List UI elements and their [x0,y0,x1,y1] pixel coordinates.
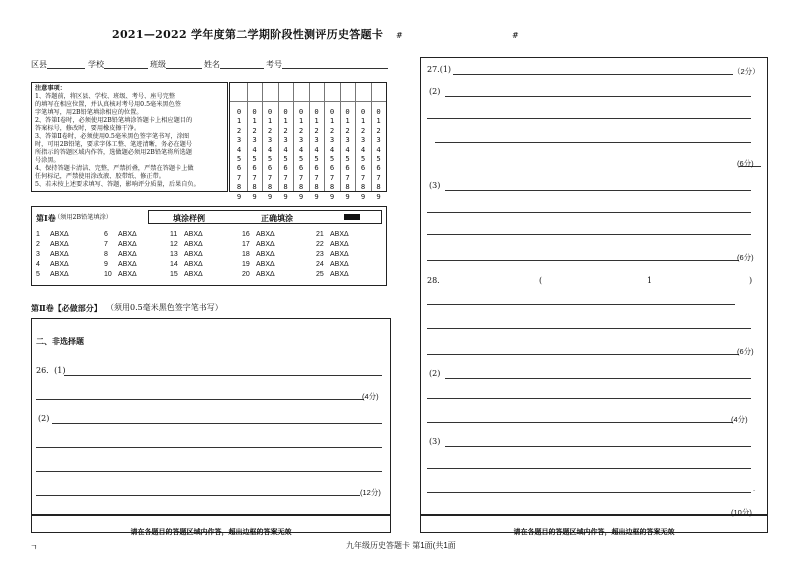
q26-answer-line[interactable] [36,495,360,496]
id-digit-bubble[interactable]: 3 [345,135,350,145]
id-digit-bubble[interactable]: 8 [376,182,381,192]
field-input-district[interactable] [47,68,85,69]
choice-item[interactable] [104,241,137,248]
field-input-school[interactable] [104,68,148,69]
choice-options[interactable]: ABXΔ [256,231,275,238]
choice-options[interactable]: ABXΔ [118,261,137,268]
id-column-divider [371,83,372,191]
id-digit-bubble[interactable]: 9 [252,191,257,201]
id-digit-bubble[interactable]: 2 [298,125,304,135]
choice-number: 13 [170,251,178,258]
choice-options[interactable]: ABXΔ [256,271,275,278]
choice-options[interactable]: ABXΔ [118,251,137,258]
choice-item[interactable] [242,251,275,258]
id-digit-bubble[interactable]: 9 [360,191,366,201]
id-digit-column[interactable] [310,107,324,201]
id-digit-bubble[interactable]: 9 [376,191,381,201]
id-digit-bubble[interactable]: 2 [376,125,381,135]
q26-answer-line[interactable] [52,423,382,424]
choice-options[interactable]: ABXΔ [330,261,349,268]
notes-line: 4、保持答题卡清洁、完整，严禁折叠，严禁在答题卡上做 [35,165,194,172]
id-digit-bubble[interactable]: 0 [267,107,273,116]
id-digit-bubble[interactable]: 2 [267,125,273,135]
id-digit-bubble[interactable]: 4 [298,144,304,154]
id-digit-bubble[interactable]: 3 [252,135,257,145]
id-digit-bubble[interactable]: 5 [298,154,304,164]
id-column-divider [309,83,310,191]
correct-fill-label: 正确填涂 [261,213,293,223]
id-digit-bubble[interactable]: 6 [376,163,381,173]
id-digit-bubble[interactable]: 5 [252,154,257,164]
q26-answer-line[interactable] [36,447,382,448]
notes-line: 字笔填写，用2B铅笔填涂相应的位置。 [35,109,143,116]
q26-score2: (12分) [360,488,381,497]
id-digit-bubble[interactable]: 7 [236,172,242,182]
notes-line: 时，可用2B铅笔，要求字体工整、笔迹清晰，务必在题号 [35,141,192,148]
field-label-name: 姓名 [204,60,220,69]
q28-answer-line[interactable] [427,354,739,355]
q27-score1: （2分） [733,67,760,76]
id-digit-bubble[interactable]: 0 [283,107,288,116]
field-label-school: 学校 [88,60,104,69]
choice-item[interactable] [316,231,349,238]
notes-line: 的填写在相应位置，并认真核对考号用0.5毫米黑色签 [35,101,181,108]
choice-options[interactable]: ABXΔ [184,231,203,238]
choice-number: 19 [242,261,250,268]
id-digit-bubble[interactable]: 9 [267,191,273,201]
id-digit-bubble[interactable]: 7 [314,172,319,182]
q27-answer-line[interactable] [445,190,751,191]
id-digit-bubble[interactable]: 9 [345,191,350,201]
choice-item[interactable] [316,241,349,248]
field-input-class[interactable] [166,68,202,69]
choice-options[interactable]: ABXΔ [330,241,349,248]
id-digit-bubble[interactable]: 6 [252,163,257,173]
id-digit-bubble[interactable]: 3 [267,135,273,145]
page-footer: 九年级历史答题卡 第1面(共1面 [346,541,456,550]
id-digit-bubble[interactable]: 8 [252,182,257,192]
choice-item[interactable] [36,251,69,258]
id-digit-bubble[interactable]: 5 [329,154,335,164]
id-digit-bubble[interactable]: 4 [329,144,335,154]
choice-number: 6 [104,231,108,238]
id-digit-bubble[interactable]: 3 [236,135,242,145]
id-digit-bubble[interactable]: 6 [298,163,304,173]
id-digit-bubble[interactable]: 3 [376,135,381,145]
notes-line: 5、若未按上述要求填写、答题，影响评分质量，后果自负。 [35,181,200,188]
id-digit-bubble[interactable]: 3 [360,135,366,145]
q28-score-a: (6分) [737,347,754,356]
q28-part-number: 1 [647,276,653,285]
id-column-divider [340,83,341,191]
section2-subtitle: （须用0.5毫米黑色签字笔书写） [106,303,223,312]
id-digit-bubble[interactable]: 2 [236,125,242,135]
choice-options[interactable]: ABXΔ [184,261,203,268]
choice-item[interactable] [170,251,203,258]
q27-answer-line[interactable] [427,260,739,261]
id-digit-bubble[interactable]: 8 [236,182,242,192]
id-digit-column[interactable] [279,107,293,201]
id-digit-bubble[interactable]: 0 [298,107,304,116]
choice-number: 18 [242,251,250,258]
id-digit-bubble[interactable]: 6 [314,163,319,173]
id-digit-bubble[interactable]: 8 [360,182,366,192]
id-digit-bubble[interactable]: 0 [329,107,335,116]
choice-number: 3 [36,251,40,258]
id-digit-bubble[interactable]: 5 [267,154,273,164]
q28-dot: . [753,484,756,493]
choice-number: 2 [36,241,40,248]
id-digit-bubble[interactable]: 9 [298,191,304,201]
choice-number: 14 [170,261,178,268]
id-digit-bubble[interactable]: 9 [283,191,288,201]
id-digit-bubble[interactable]: 7 [376,172,381,182]
choice-options[interactable]: ABXΔ [256,241,275,248]
field-label-class: 班级 [150,60,166,69]
notes-line: 号涂黑。 [35,157,60,164]
choice-number: 12 [170,241,178,248]
choice-item[interactable] [242,271,275,278]
choice-number: 21 [316,231,324,238]
id-digit-bubble[interactable]: 7 [329,172,335,182]
choice-item[interactable] [104,261,137,268]
page-title: 2021—2022 学年度第二学期阶段性测评历史答题卡 [112,28,384,41]
id-digit-bubble[interactable]: 3 [283,135,288,145]
choice-item[interactable] [36,231,69,238]
id-digit-bubble[interactable]: 7 [267,172,273,182]
id-digit-bubble[interactable]: 4 [376,144,381,154]
field-label-exam-no: 考号 [266,60,282,69]
id-digit-bubble[interactable]: 2 [329,125,335,135]
choice-number: 7 [104,241,108,248]
id-digit-bubble[interactable]: 6 [360,163,366,173]
q27-score3: (6分) [737,253,754,262]
id-digit-bubble[interactable]: 8 [329,182,335,192]
id-digit-bubble[interactable]: 3 [298,135,304,145]
id-digit-bubble[interactable]: 6 [283,163,288,173]
id-digit-bubble[interactable]: 1 [283,116,288,126]
choice-item[interactable] [316,261,349,268]
id-column-divider [262,83,263,191]
choice-number: 1 [36,231,40,238]
notes-heading: 注意事项： [35,85,66,92]
choice-item[interactable] [316,251,349,258]
q27-part3-label: (3) [429,181,441,190]
id-digit-bubble[interactable]: 5 [360,154,366,164]
left-footer-warning: 请在各题目的答题区域内作答，超出边框的答案无效 [130,529,292,536]
q27-answer-line[interactable] [427,118,751,119]
id-digit-bubble[interactable]: 5 [283,154,288,164]
id-bubble-grid [229,82,387,201]
id-digit-bubble[interactable]: 7 [283,172,288,182]
q28-answer-line[interactable] [427,304,735,305]
id-digit-column[interactable] [341,107,355,201]
choice-item[interactable] [316,271,349,278]
left-footer-box [31,515,391,536]
q27-part2-label: (2) [429,87,441,96]
q28-answer-line[interactable] [427,468,751,469]
q28-answer-line[interactable] [427,422,733,423]
q27-score2: (6分) [737,159,754,168]
choice-options[interactable]: ABXΔ [50,241,69,248]
q28-answer-line[interactable] [427,328,751,329]
field-input-exam-no[interactable] [282,68,388,69]
id-digit-bubble[interactable]: 8 [298,182,304,192]
notes-line: 2、答第Ⅰ卷时，必须使用2B铅笔填涂答题卡上相应题目的 [35,117,193,124]
q28-answer-line[interactable] [427,398,751,399]
id-digit-bubble[interactable]: 1 [376,116,381,126]
id-digit-bubble[interactable]: 7 [360,172,366,182]
id-digit-bubble[interactable]: 3 [314,135,319,145]
id-digit-bubble[interactable]: 4 [236,144,242,154]
choice-item[interactable] [104,251,137,258]
corner-mark: ㄱ [30,543,38,552]
id-digit-bubble[interactable]: 2 [360,125,366,135]
choice-number: 16 [242,231,250,238]
id-digit-bubble[interactable]: 4 [314,144,319,154]
notes-line: 所指示的答题区域内作答，选做题必须用2B铅笔将所选题 [35,149,192,156]
id-digit-bubble[interactable]: 1 [345,116,350,126]
choice-options[interactable]: ABXΔ [184,251,203,258]
field-input-name[interactable] [220,68,264,69]
choice-options[interactable]: ABXΔ [50,271,69,278]
id-digit-bubble[interactable]: 2 [314,125,319,135]
choice-options[interactable]: ABXΔ [330,271,349,278]
id-digit-bubble[interactable]: 7 [345,172,350,182]
field-label-district: 区县 [31,60,47,69]
choice-number: 23 [316,251,324,258]
section2-answer-box [31,318,391,515]
id-digit-bubble[interactable]: 8 [283,182,288,192]
q28-part3-label: (3) [429,437,441,446]
id-digit-column[interactable] [232,107,246,201]
choice-options[interactable]: ABXΔ [184,241,203,248]
choice-number: 9 [104,261,108,268]
id-digit-bubble[interactable]: 8 [345,182,350,192]
id-digit-bubble[interactable]: 1 [329,116,335,126]
choice-item[interactable] [170,261,203,268]
id-digit-bubble[interactable]: 1 [360,116,366,126]
choice-number: 8 [104,251,108,258]
id-digit-column[interactable] [294,107,308,201]
id-column-divider [324,83,325,191]
right-answer-box [420,57,768,515]
notes-line: 任何标记，严禁使用涂改液、胶带纸、修正带。 [35,173,165,180]
id-column-divider [278,83,279,191]
id-digit-bubble[interactable]: 6 [345,163,350,173]
id-digit-bubble[interactable]: 0 [236,107,242,116]
choice-item[interactable] [242,241,275,248]
id-column-divider [355,83,356,191]
choice-item[interactable] [36,261,69,268]
choice-number: 17 [242,241,250,248]
q27-answer-line[interactable] [435,142,751,143]
q27-answer-line[interactable] [453,74,733,75]
id-digit-bubble[interactable]: 4 [252,144,257,154]
id-digit-column[interactable] [356,107,370,201]
section1-title: 第Ⅰ卷 [36,213,56,223]
id-digit-bubble[interactable]: 1 [267,116,273,126]
q28-label: 28. [427,276,440,285]
q28-part2-label: (2) [429,369,441,378]
id-digit-column[interactable] [372,107,386,201]
q26-part1-label: 26．(1) [36,366,66,375]
id-digit-bubble[interactable]: 9 [236,191,242,201]
choice-item[interactable] [170,241,203,248]
choice-options[interactable]: ABXΔ [118,231,137,238]
section1-subtitle: （须用2B铅笔填涂） [54,214,112,221]
q27-answer-line[interactable] [427,212,751,213]
notes-box [31,82,228,192]
q28-answer-line[interactable] [445,446,751,447]
notes-line: 1、答题前，将区县、学校、班级、考号、座号完整 [35,93,176,100]
choice-item[interactable] [104,271,137,278]
notes-line: 答案标号，修改时，要用橡皮擦干净。 [35,125,141,132]
choice-item[interactable] [170,271,203,278]
id-digit-bubble[interactable]: 3 [329,135,335,145]
id-digit-bubble[interactable]: 4 [345,144,350,154]
choice-item[interactable] [242,231,275,238]
id-digit-bubble[interactable]: 1 [298,116,304,126]
id-digit-bubble[interactable]: 5 [236,154,242,164]
choice-options[interactable]: ABXΔ [330,251,349,258]
q28-score3: (10分) [731,508,752,517]
id-digit-bubble[interactable]: 6 [267,163,273,173]
section2-subheading: 二、非选择题 [36,336,84,346]
id-digit-bubble[interactable]: 9 [314,191,319,201]
id-digit-bubble[interactable]: 7 [252,172,257,182]
id-digit-bubble[interactable]: 1 [314,116,319,126]
q26-part2-label: (2) [38,414,50,423]
choice-options[interactable]: ABXΔ [118,241,137,248]
choice-number: 10 [104,271,112,278]
choice-options[interactable]: ABXΔ [184,271,203,278]
choice-number: 20 [242,271,250,278]
id-digit-bubble[interactable]: 6 [329,163,335,173]
id-digit-bubble[interactable]: 8 [267,182,273,192]
choice-item[interactable] [36,271,69,278]
id-column-divider [247,83,248,191]
id-column-divider [293,83,294,191]
q28-paren-right: ) [749,276,753,285]
choice-number: 15 [170,271,178,278]
q26-answer-line[interactable] [36,399,364,400]
choice-number: 5 [36,271,40,278]
q26-answer-line[interactable] [64,375,382,376]
choice-number: 22 [316,241,324,248]
section2-title: 第Ⅱ卷【必做部分】 [31,303,102,313]
hash-mark-right: # [512,31,519,40]
id-digit-bubble[interactable]: 2 [252,125,257,135]
choice-options[interactable]: ABXΔ [256,261,275,268]
choice-number: 24 [316,261,324,268]
q28-paren-left: ( [539,276,543,285]
id-digit-bubble[interactable]: 0 [314,107,319,116]
choice-item[interactable] [104,231,137,238]
q28-answer-line[interactable] [427,492,751,493]
choice-number: 11 [170,231,178,238]
choice-item[interactable] [242,261,275,268]
choice-item[interactable] [170,231,203,238]
choice-options[interactable]: ABXΔ [256,251,275,258]
id-digit-column[interactable] [248,107,262,201]
id-digit-bubble[interactable]: 4 [360,144,366,154]
choice-item[interactable] [36,241,69,248]
id-digit-bubble[interactable]: 0 [360,107,366,116]
choice-number: 25 [316,271,324,278]
id-digit-bubble[interactable]: 4 [267,144,273,154]
id-digit-bubble[interactable]: 2 [283,125,288,135]
choice-options[interactable]: ABXΔ [118,271,137,278]
choice-options[interactable]: ABXΔ [330,231,349,238]
q27-answer-line[interactable] [445,96,751,97]
id-digit-bubble[interactable]: 4 [283,144,288,154]
q28-answer-line[interactable] [445,378,751,379]
hash-mark-left: # [396,31,403,40]
right-footer-box [420,515,768,536]
q27-part1-label: 27.(1) [427,65,452,74]
q26-score1: (4分) [362,392,379,401]
id-digit-bubble[interactable]: 5 [345,154,350,164]
id-digit-bubble[interactable]: 1 [236,116,242,126]
right-footer-warning: 请在各题目的答题区域内作答，超出边框的答案无效 [513,529,675,536]
q28-score2: (4分) [731,415,748,424]
q26-answer-line[interactable] [36,471,382,472]
notes-line: 3、答第Ⅱ卷时，必须使用0.5毫米黑色签字笔书写，涂图 [35,133,190,140]
id-digit-column[interactable] [263,107,277,201]
id-digit-bubble[interactable]: 0 [376,107,381,116]
fill-sample-label: 填涂样例 [173,213,205,223]
id-digit-bubble[interactable]: 2 [345,125,350,135]
id-digit-bubble[interactable]: 0 [345,107,350,116]
id-digit-bubble[interactable]: 9 [329,191,335,201]
choice-options[interactable]: ABXΔ [50,251,69,258]
choice-options[interactable]: ABXΔ [50,231,69,238]
id-digit-bubble[interactable]: 5 [314,154,319,164]
id-digit-bubble[interactable]: 0 [252,107,257,116]
id-digit-bubble[interactable]: 1 [252,116,257,126]
id-digit-bubble[interactable]: 5 [376,154,381,164]
q27-answer-line[interactable] [427,234,751,235]
fill-sample-box [148,210,382,224]
choice-number: 4 [36,261,40,268]
choice-options[interactable]: ABXΔ [50,261,69,268]
id-digit-column[interactable] [325,107,339,201]
correct-fill-mark [344,214,360,220]
id-digit-bubble[interactable]: 8 [314,182,319,192]
id-digit-bubble[interactable]: 7 [298,172,304,182]
id-digit-bubble[interactable]: 6 [236,163,242,173]
section1-box [31,206,387,286]
